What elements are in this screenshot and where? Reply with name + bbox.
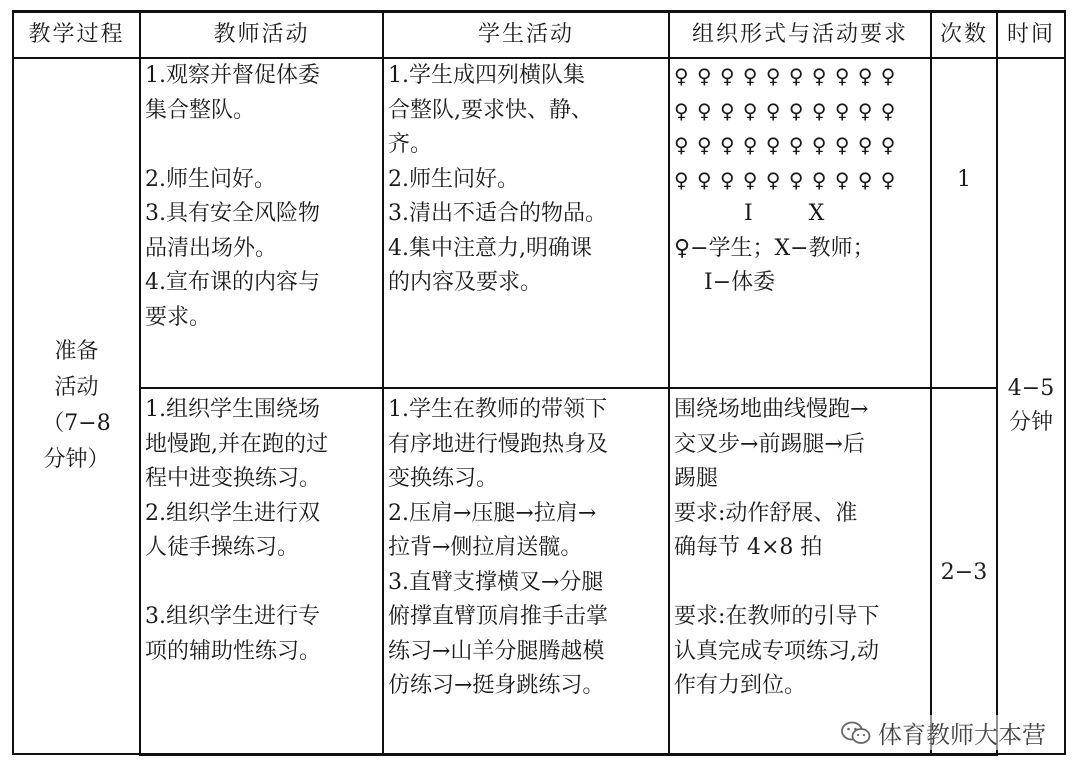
- header-time: 时间: [997, 12, 1065, 59]
- teacher-line: 1.观察并督促体委: [145, 63, 320, 88]
- student-activity-cell: [383, 58, 669, 388]
- formation-line: 作有力到位。: [674, 673, 807, 698]
- spacer: [145, 566, 378, 601]
- formation-cell: [669, 388, 931, 754]
- student-line: 2.压肩→压腿→拉肩→: [388, 500, 597, 526]
- teacher-line: 集合整队。: [145, 97, 256, 123]
- table-row: [13, 58, 1065, 388]
- formation-line: 交叉步→前踢腿→后: [674, 431, 865, 457]
- student-line: 1.学生成四列横队集: [388, 63, 585, 88]
- count-value: 1: [957, 166, 971, 192]
- wechat-icon: [840, 720, 872, 746]
- header-teacher-activity: 教师活动: [140, 12, 383, 59]
- header-student-activity: 学生活动: [383, 12, 669, 59]
- spacer: [936, 128, 992, 163]
- time-line: 分钟: [1008, 410, 1053, 435]
- teacher-line: 品清出场外。: [145, 235, 278, 261]
- teacher-line: 项的辅助性练习。: [145, 638, 322, 664]
- student-line: 的内容及要求。: [388, 270, 543, 295]
- formation-positions: I X: [744, 201, 825, 226]
- formation-line: 确每节 4×8 拍: [674, 535, 823, 560]
- teacher-line: 3.组织学生进行专: [145, 604, 320, 629]
- watermark-text: 体育教师大本营: [878, 721, 1046, 749]
- formation-legend: I−体委: [704, 270, 776, 295]
- formation-line: 认真完成专项练习,动: [674, 638, 879, 664]
- stage-line: （7−8: [42, 411, 111, 436]
- count-value: 2−3: [940, 559, 988, 585]
- spacer: [936, 59, 992, 94]
- teacher-line: 1.组织学生围绕场: [145, 397, 320, 422]
- header-row: [13, 12, 1065, 59]
- table-row: [13, 388, 1065, 754]
- teacher-line: 人徒手操练习。: [145, 535, 300, 560]
- formation-line: 要求:在教师的引导下: [674, 604, 880, 629]
- teacher-activity-cell: [140, 58, 383, 388]
- formation-row-icon: ♀ ♀ ♀ ♀ ♀ ♀ ♀ ♀ ♀ ♀: [674, 98, 897, 123]
- lesson-plan-table: [12, 10, 1066, 756]
- teacher-activity-cell: [140, 388, 383, 754]
- spacer: [936, 94, 992, 129]
- formation-row-icon: ♀ ♀ ♀ ♀ ♀ ♀ ♀ ♀ ♀ ♀: [674, 133, 897, 157]
- student-line: 练习→山羊分腿腾越模: [388, 638, 605, 664]
- time-line: 4−5: [1007, 375, 1055, 401]
- header-organization: 组织形式与活动要求: [669, 12, 931, 59]
- student-line: 仿练习→挺身跳练习。: [388, 673, 605, 698]
- formation-legend: ♀−学生；X−教师；: [674, 235, 875, 261]
- student-line: 3.清出不适合的物品。: [388, 201, 607, 226]
- student-line: 齐。: [388, 132, 433, 157]
- formation-line: 围绕场地曲线慢跑→: [674, 397, 869, 422]
- count-cell: [931, 388, 997, 754]
- formation-row-icon: ♀ ♀ ♀ ♀ ♀ ♀ ♀ ♀ ♀ ♀: [674, 64, 897, 88]
- watermark: [836, 715, 1050, 750]
- teacher-line: 2.组织学生进行双: [145, 500, 320, 526]
- teacher-line: 4.宣布课的内容与: [145, 270, 320, 295]
- teacher-line: 3.具有安全风险物: [145, 201, 320, 226]
- formation-cell: [669, 58, 931, 388]
- student-line: 2.师生问好。: [388, 166, 519, 192]
- spacer: [674, 566, 926, 601]
- student-line: 变换练习。: [388, 466, 499, 491]
- header-teaching-process: 教学过程: [13, 12, 140, 59]
- stage-line: 活动: [54, 375, 99, 400]
- teacher-line: 2.师生问好。: [145, 166, 276, 192]
- header-count: 次数: [931, 12, 997, 59]
- time-cell: [997, 58, 1065, 754]
- formation-row-icon: ♀ ♀ ♀ ♀ ♀ ♀ ♀ ♀ ♀ ♀: [674, 167, 897, 192]
- student-line: 4.集中注意力,明确课: [388, 235, 592, 261]
- student-line: 拉背→侧拉肩送髋。: [388, 535, 583, 560]
- stage-line: 准备: [54, 339, 99, 364]
- student-line: 合整队,要求快、静、: [388, 97, 593, 123]
- stage-cell: [13, 58, 140, 754]
- student-line: 1.学生在教师的带领下: [388, 397, 607, 422]
- student-line: 有序地进行慢跑热身及: [388, 431, 609, 457]
- teacher-line: 要求。: [145, 304, 212, 330]
- student-line: 3.直臂支撑横叉→分腿: [388, 569, 604, 595]
- teacher-line: 程中进变换练习。: [145, 466, 322, 491]
- student-activity-cell: [383, 388, 669, 754]
- spacer: [145, 128, 378, 163]
- stage-line: 分钟）: [43, 447, 110, 472]
- formation-line: 踢腿: [674, 466, 719, 491]
- teacher-line: 地慢跑,并在跑的过: [145, 431, 328, 457]
- student-line: 俯撑直臂顶肩推手击掌: [388, 604, 609, 629]
- formation-line: 要求:动作舒展、准: [674, 500, 858, 526]
- count-cell: [931, 58, 997, 388]
